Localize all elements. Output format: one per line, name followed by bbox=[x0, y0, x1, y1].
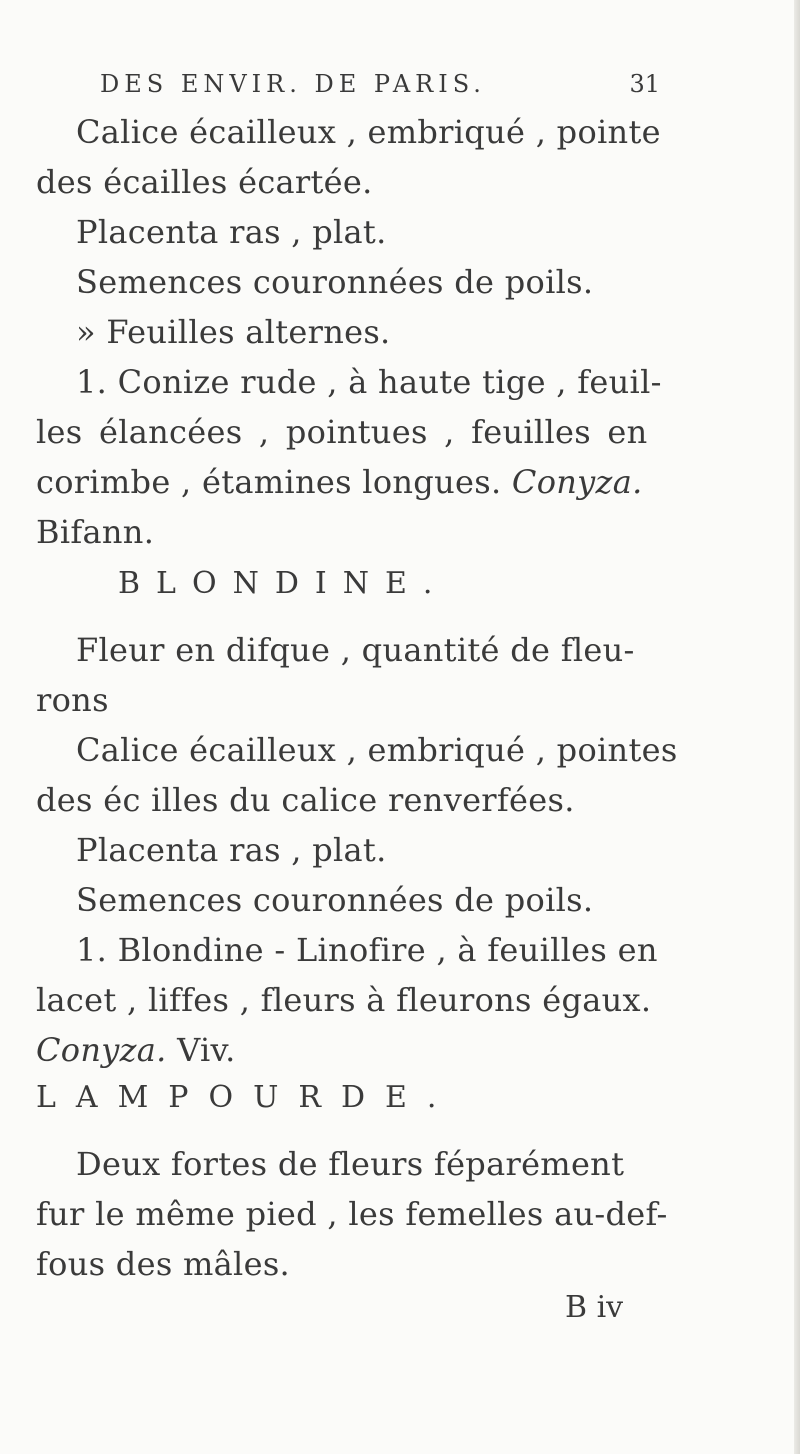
text-line: Placenta ras , plat. bbox=[76, 213, 387, 251]
text-segment: Viv. bbox=[177, 1031, 236, 1069]
text-line bbox=[36, 462, 643, 502]
text-line: Semences couronnées de poils. bbox=[76, 263, 594, 301]
text-segment: corimbe , étamines longues. bbox=[36, 463, 502, 501]
text-line: Fleur en difque , quantité de fleu- bbox=[76, 631, 635, 669]
running-header bbox=[100, 70, 660, 106]
text-line: fous des mâles. bbox=[36, 1245, 291, 1283]
text-line: lacet , liffes , fleurs à fleurons égaux. bbox=[36, 981, 652, 1019]
running-title: DES ENVIR. DE PARIS. bbox=[100, 70, 486, 98]
text-line: des éc illes du calice renverfées. bbox=[36, 781, 575, 819]
text-line bbox=[36, 1030, 236, 1070]
text-line: 1. Blondine - Linofire , à feuilles en bbox=[76, 931, 658, 969]
text-line: rons bbox=[36, 681, 109, 719]
page-edge bbox=[794, 0, 800, 1454]
genus-name: Conyza. bbox=[36, 1031, 167, 1069]
text-line: des écailles écartée. bbox=[36, 163, 373, 201]
text-line: 1. Conize rude , à haute tige , feuil- bbox=[76, 363, 662, 401]
text-line: fur le même pied , les femelles au-def- bbox=[36, 1195, 668, 1233]
text-line: » Feuilles alternes. bbox=[76, 313, 391, 351]
page-number: 31 bbox=[629, 70, 660, 98]
catchword: B iv bbox=[565, 1290, 624, 1325]
text-line: les élancées , pointues , feuilles en bbox=[36, 413, 648, 451]
text-line: Bifann. bbox=[36, 513, 155, 551]
text-line: Semences couronnées de poils. bbox=[76, 881, 594, 919]
text-line: Calice écailleux , embriqué , pointe bbox=[76, 113, 661, 151]
section-heading: BLONDINE. bbox=[118, 566, 449, 601]
section-heading: LAMPOURDE. bbox=[36, 1080, 457, 1115]
genus-name: Conyza. bbox=[511, 463, 643, 501]
text-line: Calice écailleux , embriqué , pointes bbox=[76, 731, 678, 769]
text-line: Placenta ras , plat. bbox=[76, 831, 387, 869]
text-line: Deux fortes de fleurs féparément bbox=[76, 1145, 625, 1183]
